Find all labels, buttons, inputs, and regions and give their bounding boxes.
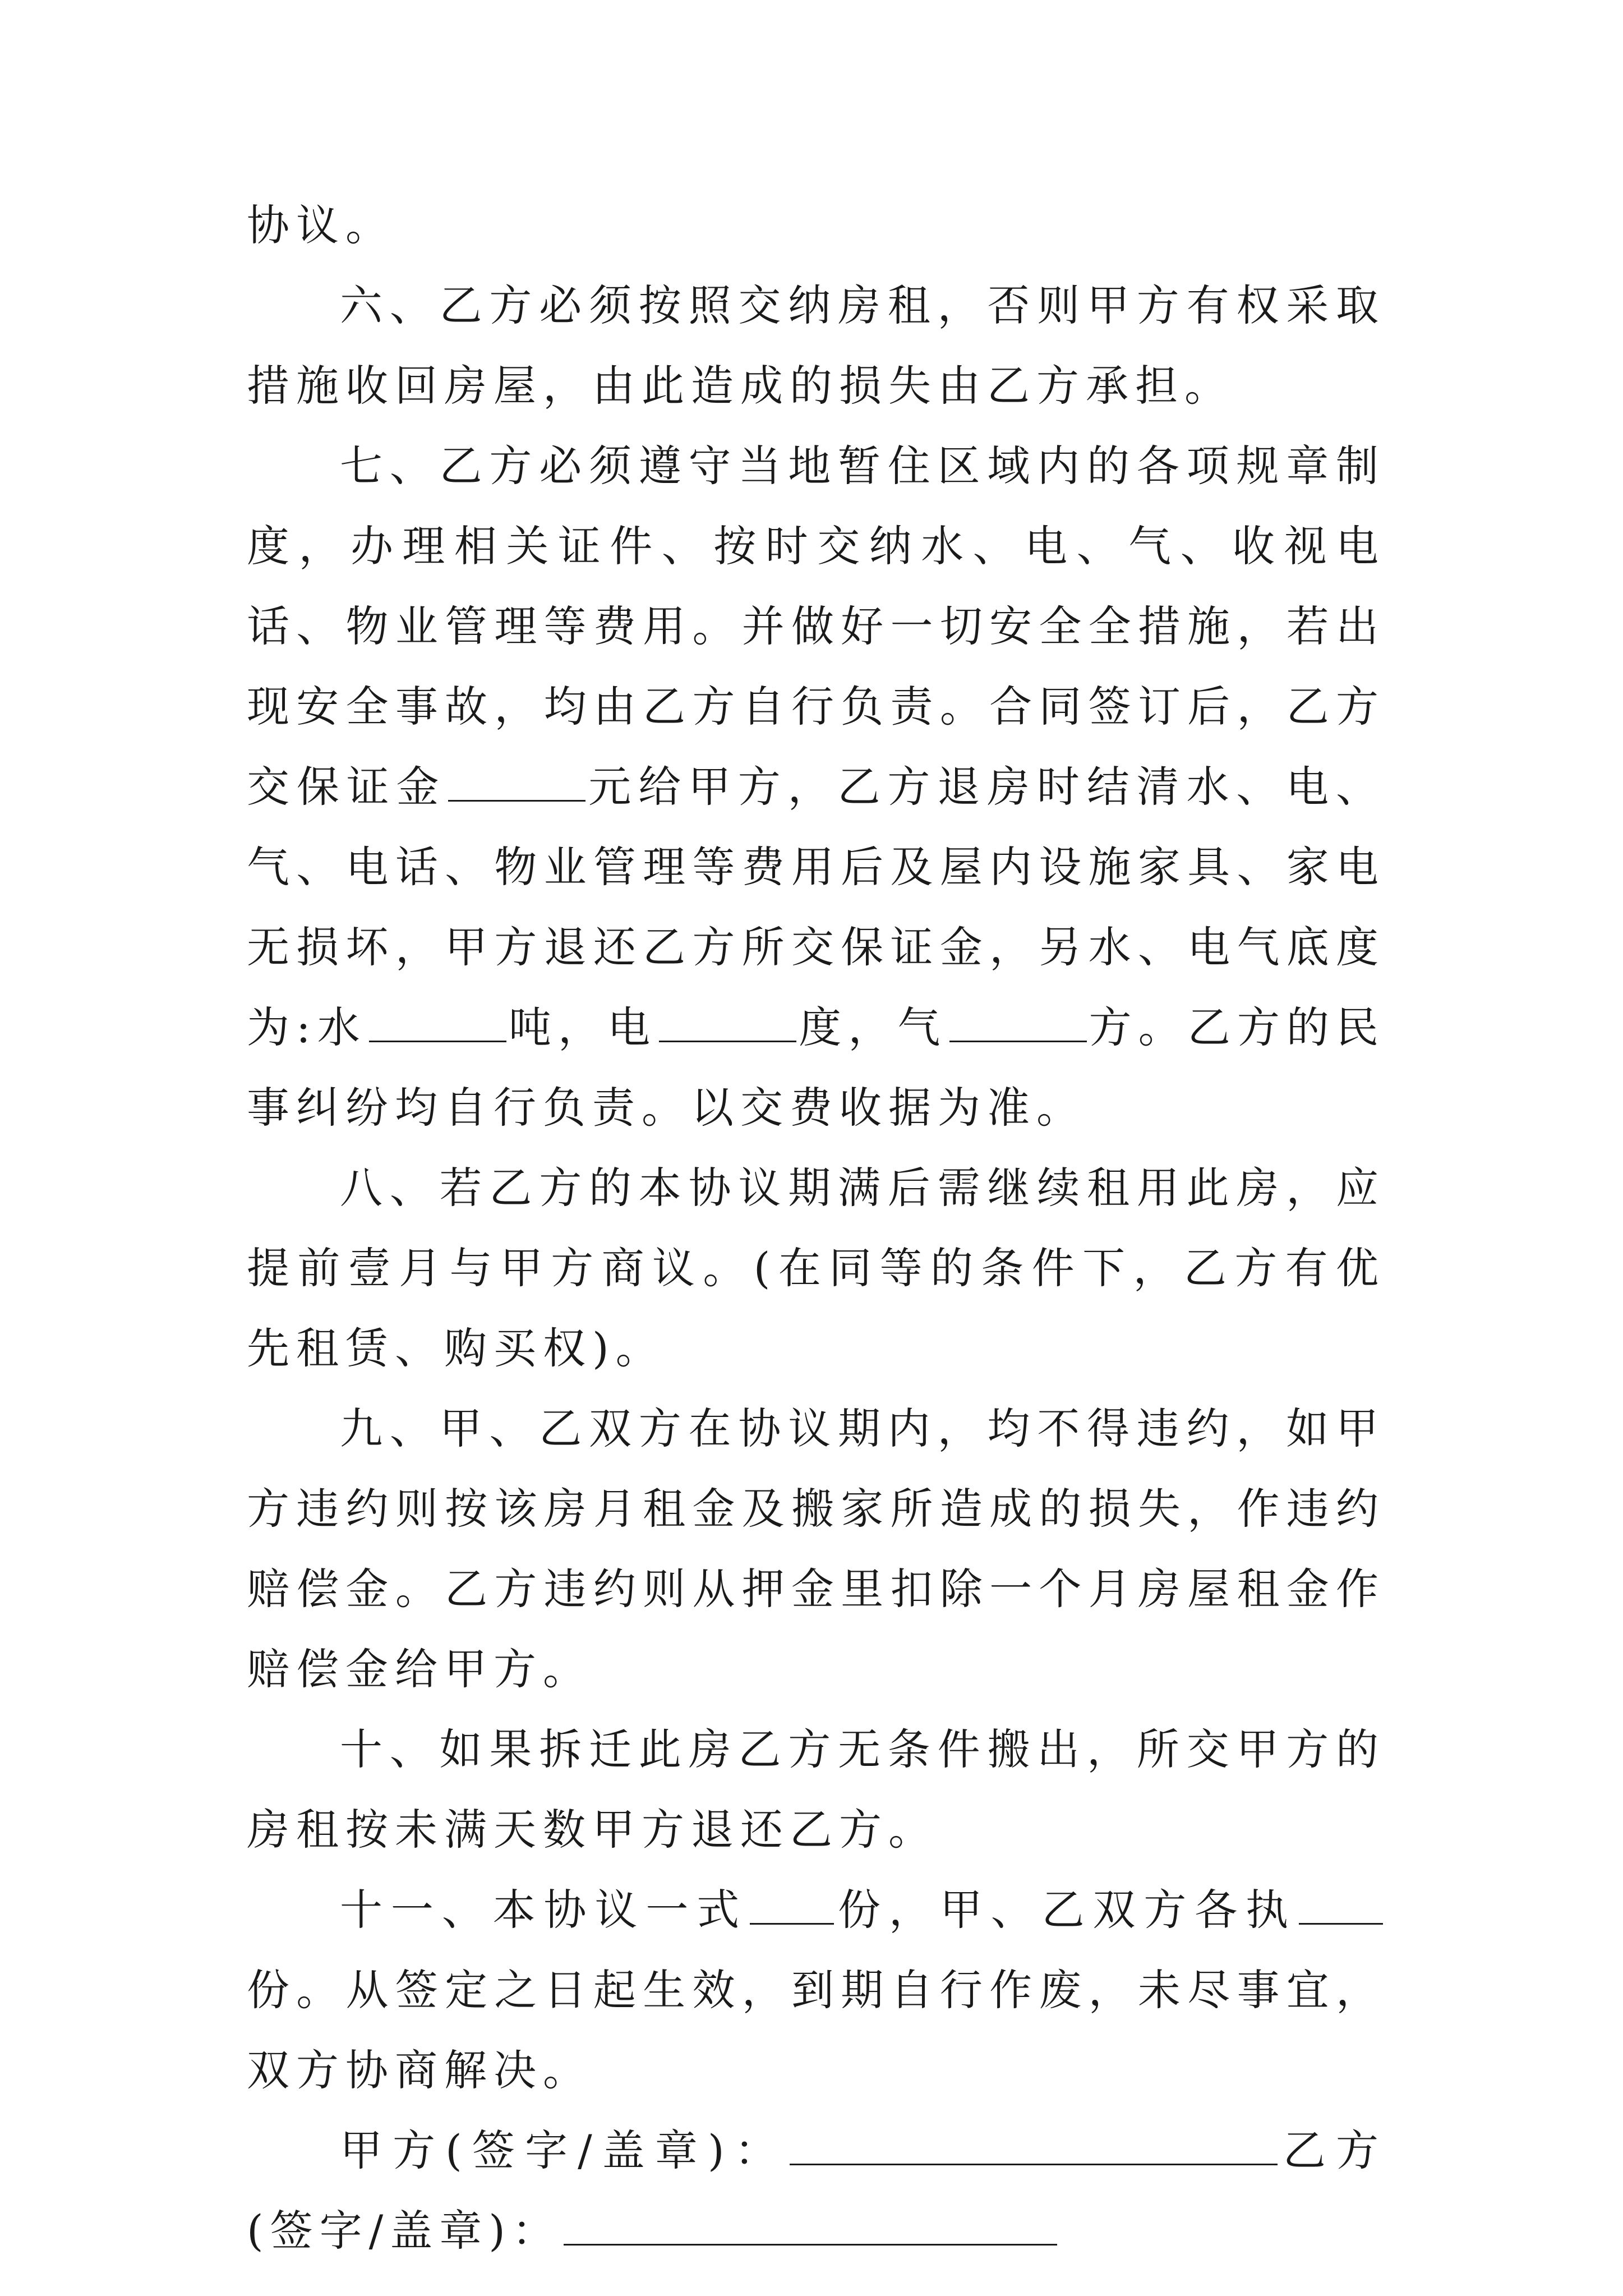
paragraph-text: 份。从签定之日起生效，到期自行作废，未尽事宜，双方协商解决。 — [247, 1965, 1385, 2095]
party-a-signature-label: 甲方(签字/盖章)： — [340, 2125, 787, 2175]
paragraph-text: 七、乙方必须遵守当地暂住区域内的各项规章制度，办理相关证件、按时交纳水、电、气、收视电话、物业管理等费用。并做好一切安全全措施，若出现安全事故，均由乙方自行负责。合同签订后，乙方交保证金 — [247, 441, 1385, 812]
electricity-reading-blank — [659, 1001, 796, 1042]
paragraph-text: 十一、本协议一式 — [340, 1885, 748, 1935]
signature-block — [247, 2110, 1385, 2271]
paragraph-continuation — [247, 185, 1385, 265]
paragraph-text: 八、若乙方的本协议期满后需继续租用此房，应提前壹月与甲方商议。(在同等的条件下，乙方有优先租赁、购买权)。 — [247, 1163, 1385, 1373]
paragraph-text: 吨，电 — [508, 1002, 657, 1052]
clause-seven — [247, 426, 1385, 1148]
paragraph-text: 度，气 — [799, 1002, 947, 1052]
clause-nine — [247, 1388, 1385, 1709]
contract-body — [247, 185, 1385, 2271]
paragraph-text: 方。乙方的民事纠纷均自行负责。以交费收据为准。 — [247, 1002, 1386, 1133]
clause-eight — [247, 1148, 1385, 1388]
paragraph-text: 六、乙方必须按照交纳房租，否则甲方有权采取措施收回房屋，由此造成的损失由乙方承担。 — [247, 280, 1385, 411]
clause-six — [247, 265, 1385, 426]
gas-reading-blank — [949, 1001, 1087, 1042]
copies-each-blank — [1299, 1884, 1383, 1925]
party-a-signature-line — [790, 2124, 1278, 2165]
paragraph-text: 十、如果拆迁此房乙方无条件搬出，所交甲方的房租按未满天数甲方退还乙方。 — [247, 1724, 1385, 1855]
paragraph-text: 份，甲、乙双方各执 — [836, 1885, 1297, 1935]
deposit-amount-blank — [448, 761, 585, 802]
party-b-signature-line — [564, 2205, 1057, 2246]
water-reading-blank — [369, 1001, 506, 1042]
paragraph-text: 元给甲方，乙方退房时结清水、电、气、电话、物业管理等费用后及屋内设施家具、家电无损坏，甲方退还乙方所交保证金，另水、电气底度为:水 — [247, 762, 1386, 1052]
clause-ten — [247, 1709, 1385, 1870]
paragraph-text: 九、甲、乙双方在协议期内，均不得违约，如甲方违约则按该房月租金及搬家所造成的损失，作违约赔偿金。乙方违约则从押金里扣除一个月房屋租金作赔偿金给甲方。 — [247, 1404, 1385, 1694]
party-b-signature-label: 乙方(签字/盖章)： — [247, 2125, 1386, 2256]
copies-total-blank — [750, 1884, 834, 1925]
clause-eleven — [247, 1870, 1385, 2110]
paragraph-text: 协议。 — [247, 200, 395, 250]
